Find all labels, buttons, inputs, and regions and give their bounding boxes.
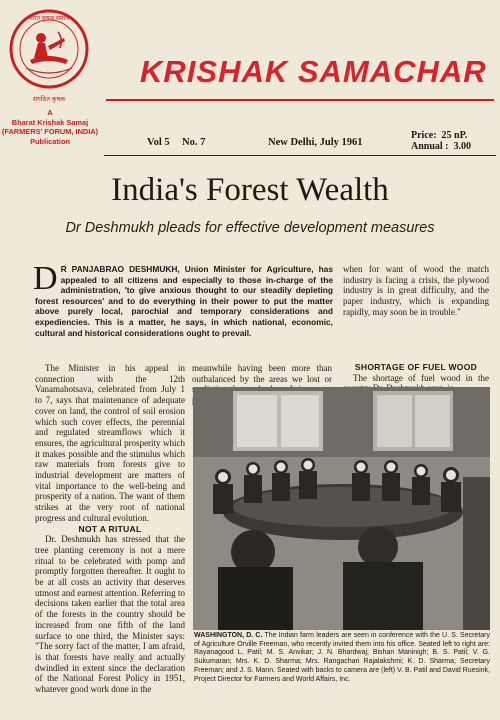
- svg-text:भारत कृषक समाज: भारत कृषक समाज: [28, 16, 70, 22]
- lead-paragraph: D R PANJABRAO DESHMUKH, Union Minister for Agriculture, has appealed to all citizens and especially to those in-charge of the administration, 'to give anxious thought to our steadily depleting forest resources' and to do everything in their power to put the matter above purely local, parochial and temporary considerations and expediencies. This is a matter, he says, in which national, economic, cultural and historical considerations ought to prevail.: [33, 260, 333, 338]
- issue-rule: [104, 155, 496, 156]
- issue-number: No. 7: [182, 137, 206, 148]
- bharat-krishak-samaj-emblem: [8, 8, 90, 108]
- price-box: Price: 25 nP. Annual : 3.00: [411, 130, 472, 152]
- body-paragraph: meanwhile having been more than outbalanced by the areas we lost or: [192, 363, 332, 384]
- photo-caption: WASHINGTON, D. C. The Indian farm leaders are seen in conference with the U. S. Secretary of Agriculture Orville Freeman, who recently invited them into his office. Seated left to right are: Rayanagoud L. Patil; M. S. Anvikar; J. N. Bhardwaj; Bishan Maninigh; B. S. Patil; V. G. Sukumaran; Mrs. K. D. Sharma; Mrs. Rangachari Rajalakshmi; K. D. Sharma; Secretary Freeman; and J. S. Mann. Seated with backs to camera are (left) V. B. Patil and David Ruesink, Project Director for Farmers and World Affairs, Inc.: [194, 632, 490, 683]
- article-column-1: [35, 363, 185, 719]
- conference-photo: [193, 387, 490, 630]
- body-paragraph: The Minister in his appeal in connection with the 12th Vanamahotsava, celebrated from July 1 to 7, says that maintenance of adequate cover on land, the control of soil erosion which such cover effects, the perennial and regulated streamflows which it ensures, the agricultural prosperity which it makes possible and the stimulus which raw materials from forests give to industrial development are matters of vital importance to the well-being and prosperity of a nation. The want of them strikes at the very root of national progress and cultural evolution.: [35, 363, 185, 523]
- place-date: New Delhi, July 1961: [268, 137, 363, 148]
- drop-cap: D: [33, 260, 58, 297]
- subheadline: Dr Deshmukh pleads for effective development measures: [65, 220, 435, 236]
- svg-text:संगठित कृषक: संगठित कृषक: [32, 96, 66, 103]
- volume: Vol 5: [147, 137, 170, 148]
- masthead-rule: [106, 99, 494, 101]
- publisher-caption: A Bharat Krishak Samaj (FARMERS' FORUM, INDIA) Publication: [1, 108, 99, 146]
- masthead-title: KRISHAK SAMACHAR: [140, 54, 487, 89]
- article-column-3: [343, 264, 489, 318]
- section-heading: NOT A RITUAL: [78, 523, 142, 534]
- section-heading: SHORTAGE OF FUEL WOOD: [354, 362, 478, 372]
- body-paragraph: Dr. Deshmukh has stressed that the tree planting ceremony is not a mere ritual to be celebrated with pomp and promptly forgotten thereafter. It ought to be at all costs an activity that deserves utmost and earnest attention. Referring to decisions taken earlier that the total area of the forests in the country should be increased from one fifth of the land surface to one third, the Minister says: "The sorry fact of the matter, I am afraid, is that forests have really and actually dwindled in extent since the declaration of the National Forest Policy in 1951, whatever good work done in the: [35, 534, 185, 695]
- body-paragraph: The shortage of fuel wood in the: [353, 372, 489, 383]
- headline: India's Forest Wealth: [111, 172, 389, 208]
- body-paragraph: when for want of wood the match industry is facing a crisis, the plywood industry is in great difficulty, and the paper industry, which is expanding rapidly, may soon be in trouble.": [343, 264, 489, 317]
